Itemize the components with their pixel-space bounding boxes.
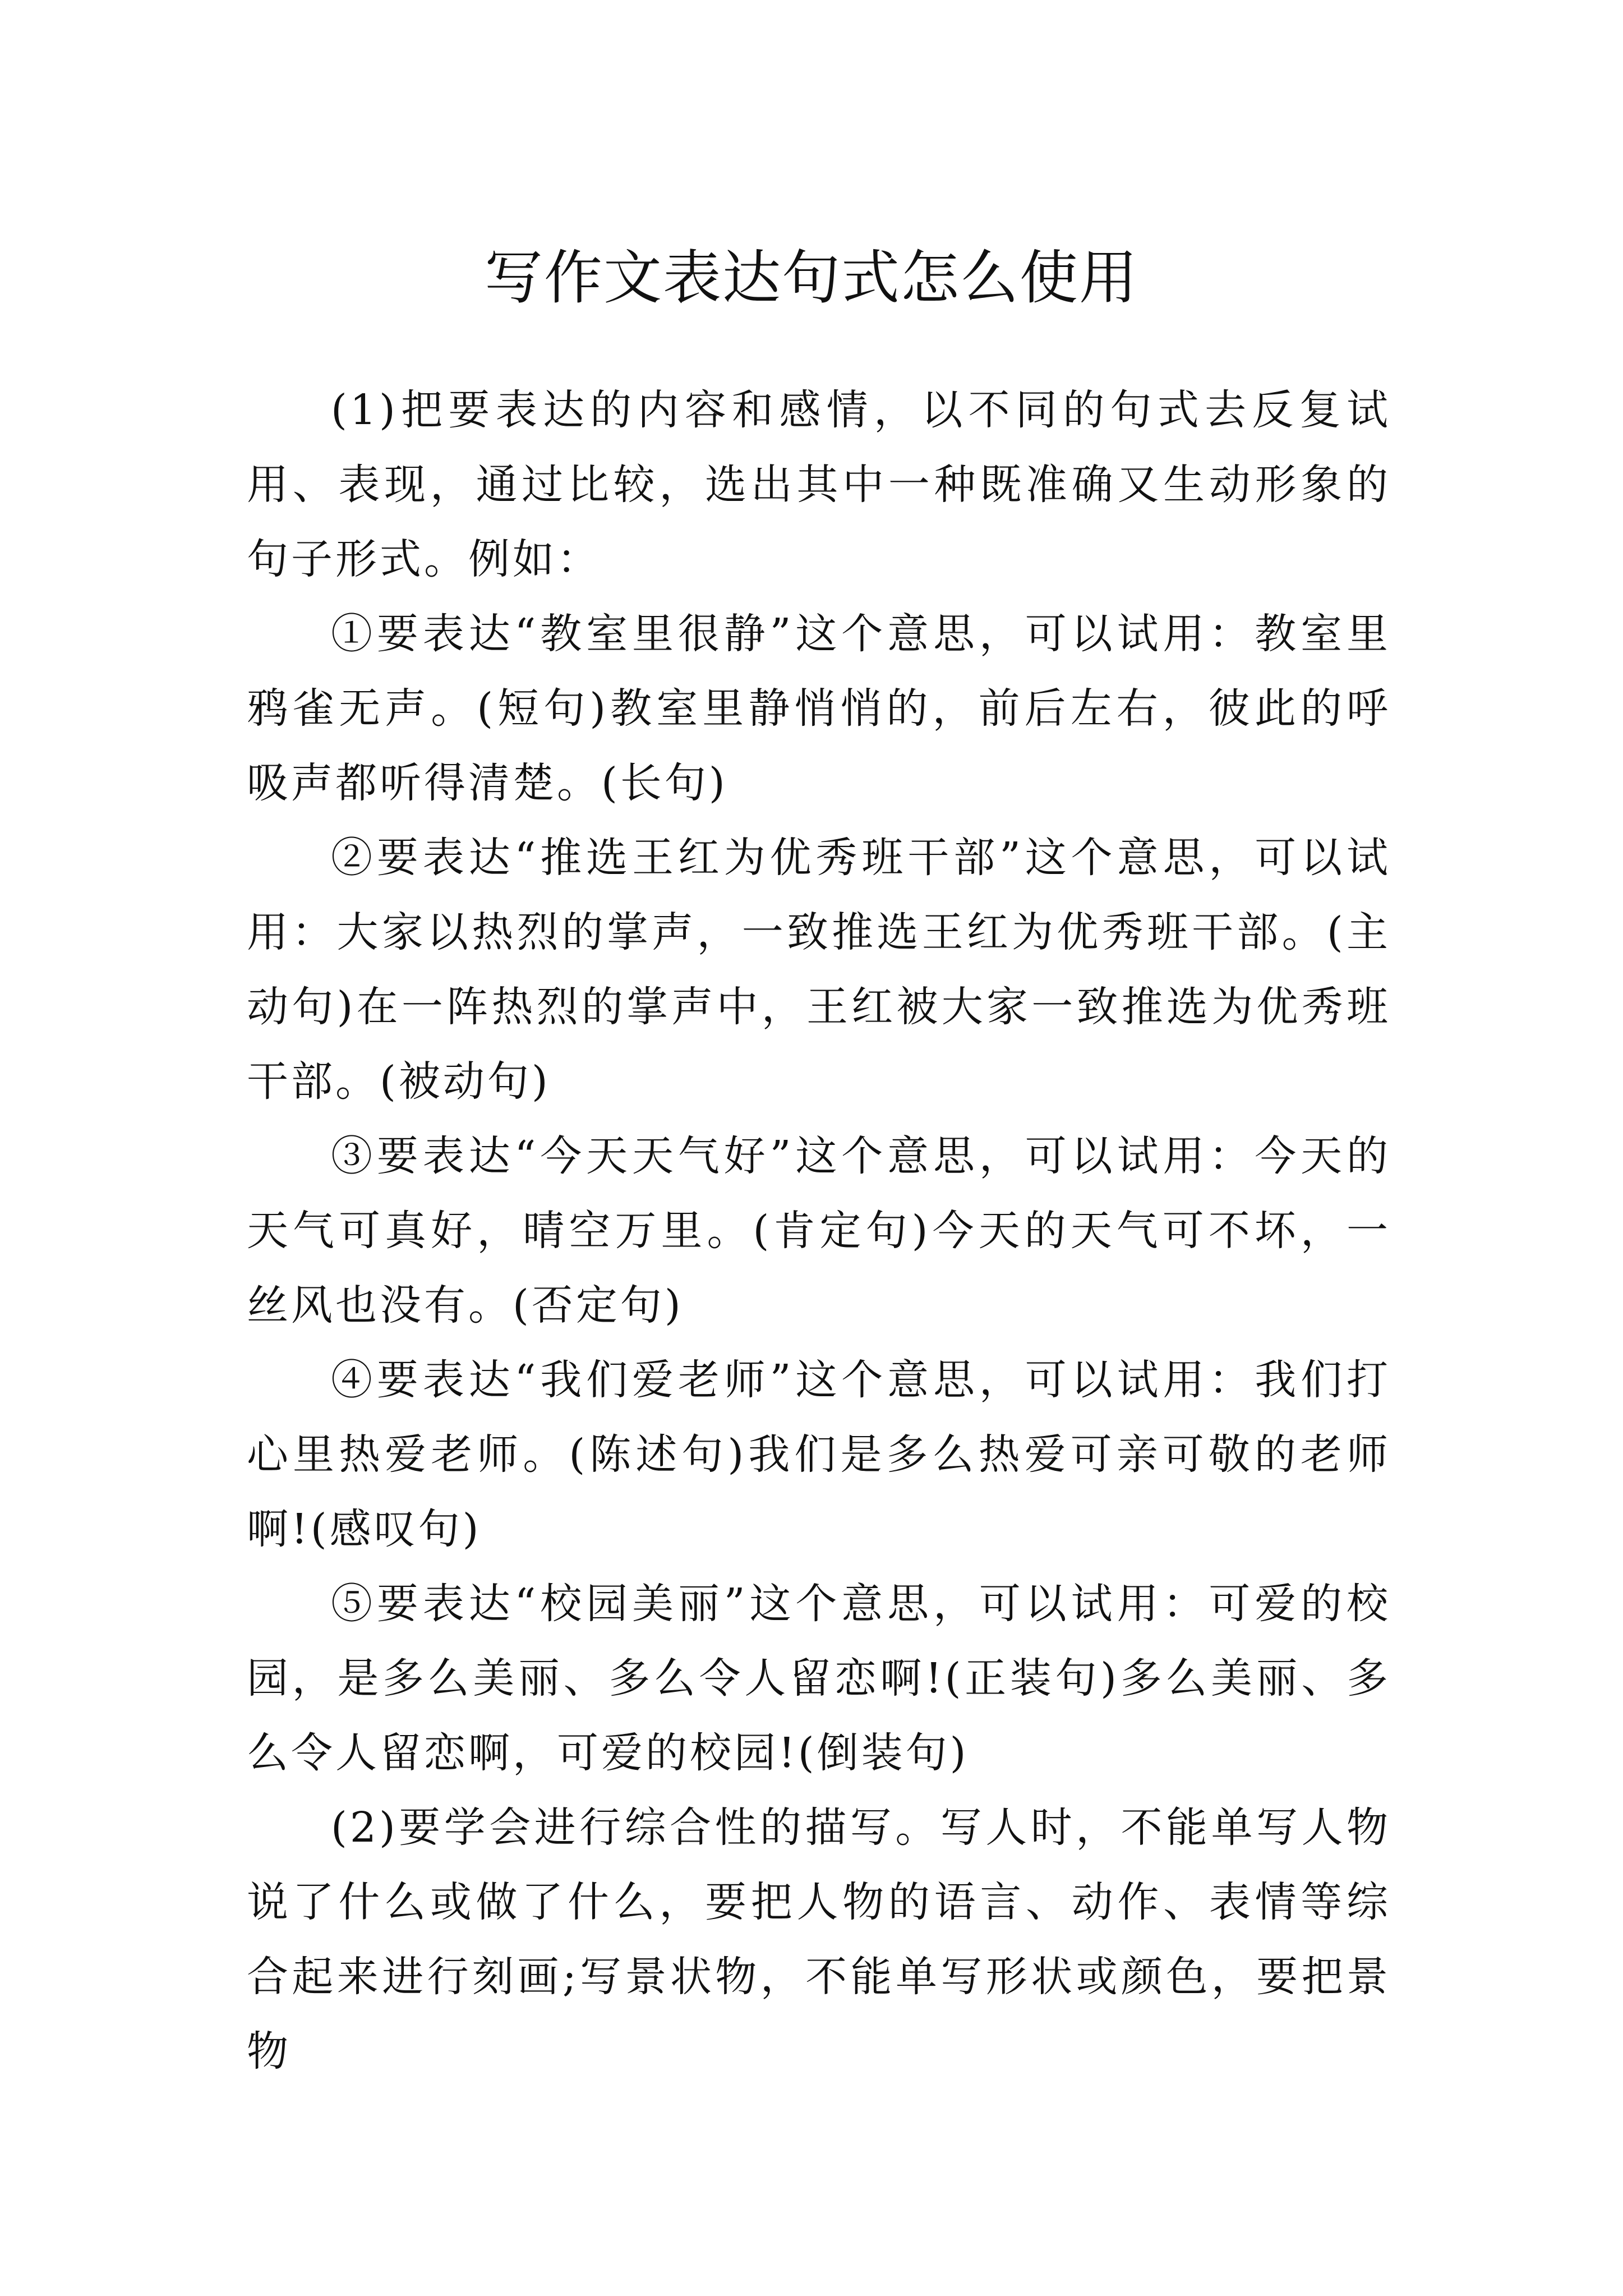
paragraph-example-1: ①要表达“教室里很静”这个意思，可以试用：教室里鸦雀无声。(短句)教室里静悄悄的，前后左右，彼此的呼吸声都听得清楚。(长句) (247, 610, 1391, 807)
document-body (247, 373, 1391, 2089)
paragraph-intro: (1)把要表达的内容和感情，以不同的句式去反复试用、表现，通过比较，选出其中一种既准确又生动形象的句子形式。例如： (247, 386, 1391, 583)
paragraph-example-2: ②要表达“推选王红为优秀班干部”这个意思，可以试用：大家以热烈的掌声，一致推选王红为优秀班干部。(主动句)在一阵热烈的掌声中，王红被大家一致推选为优秀班干部。(被动句) (247, 834, 1391, 1106)
paragraph-example-4: ④要表达“我们爱老师”这个意思，可以试用：我们打心里热爱老师。(陈述句)我们是多么热爱可亲可敬的老师啊!(感叹句) (247, 1356, 1391, 1553)
paragraph-section-2: (2)要学会进行综合性的描写。写人时，不能单写人物说了什么或做了什么，要把人物的语言、动作、表情等综合起来进行刻画;写景状物，不能单写形状或颜色，要把景物 (247, 1803, 1391, 2076)
paragraph-example-3: ③要表达“今天天气好”这个意思，可以试用：今天的天气可真好，晴空万里。(肯定句)今天的天气可不坏，一丝风也没有。(否定句) (247, 1132, 1391, 1329)
document-title: 写作文表达句式怎么使用 (484, 243, 1138, 312)
paragraph-example-5: ⑤要表达“校园美丽”这个意思，可以试用：可爱的校园，是多么美丽、多么令人留恋啊!(正装句)多么美丽、多么令人留恋啊，可爱的校园!(倒装句) (247, 1580, 1391, 1777)
